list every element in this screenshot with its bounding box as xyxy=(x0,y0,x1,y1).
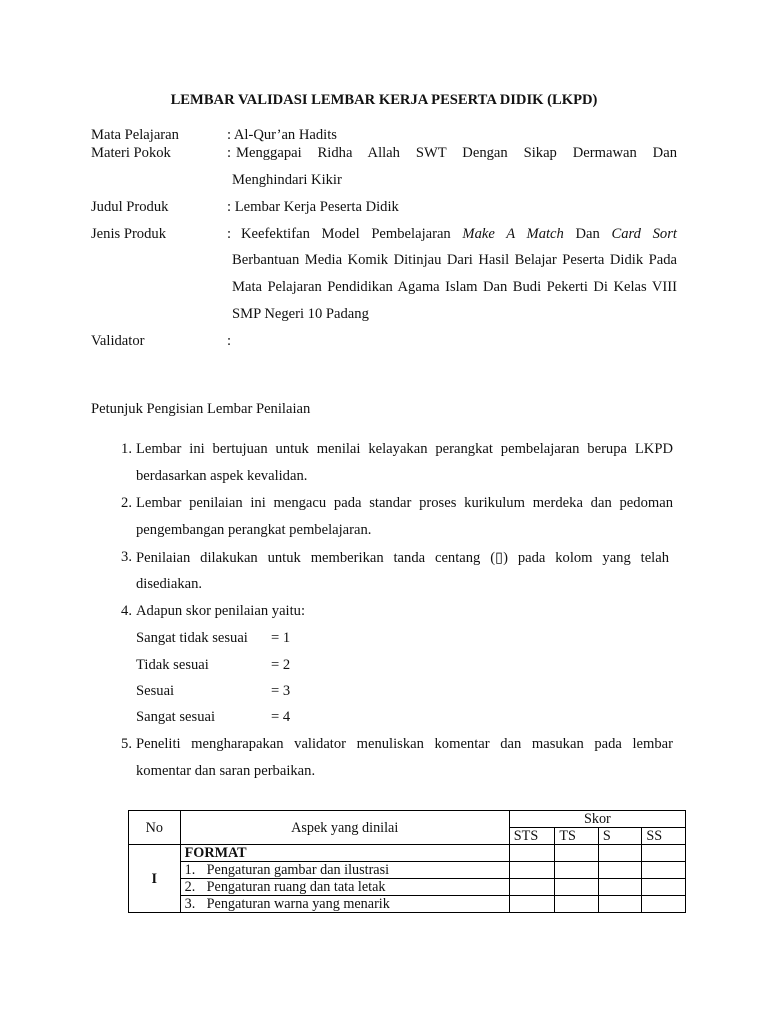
score-cell-sts[interactable] xyxy=(509,862,555,879)
table-row xyxy=(129,879,686,896)
aspect-text: Pengaturan ruang dan tata letak xyxy=(206,879,386,895)
list-item-line: Lembar ini bertujuan untuk menilai kelayakan perangkat pembelajaran berupa LKPD xyxy=(136,441,673,457)
table-header-row xyxy=(129,811,686,828)
mata-pelajaran-value: : Al-Qur’an Hadits xyxy=(227,127,337,143)
validator-label: Validator xyxy=(91,333,145,349)
score-label: Sangat tidak sesuai xyxy=(136,630,248,646)
list-item-number: 1. xyxy=(121,441,132,457)
jenis-produk-colon: : xyxy=(227,226,232,242)
list-item-line: Peneliti mengharapakan validator menuliskan komentar dan masukan pada lembar xyxy=(136,736,673,752)
list-item-number: 3. xyxy=(121,549,132,565)
jenis-produk-line-2: Berbantuan Media Komik Ditinjau Dari Hasil Belajar Peserta Didik Pada xyxy=(232,252,677,268)
judul-produk-label: Judul Produk xyxy=(91,199,169,215)
score-value: = 2 xyxy=(271,657,291,673)
list-item-line: Lembar penilaian ini mengacu pada standar proses kurikulum merdeka dan pedoman xyxy=(136,495,673,511)
score-cell-ss[interactable] xyxy=(642,896,686,913)
list-item-line: Penilaian dilakukan untuk memberikan tanda centang (▯) pada kolom yang telah xyxy=(136,550,669,566)
jenis-produk-label: Jenis Produk xyxy=(91,226,166,242)
header-aspek: Aspek yang dinilai xyxy=(180,811,509,845)
table-row xyxy=(129,845,686,862)
score-cell-ts[interactable] xyxy=(555,879,599,896)
jenis-produk-text-c: Dan xyxy=(575,226,600,242)
aspect-text: Pengaturan warna yang menarik xyxy=(206,896,390,912)
score-cell-sts[interactable] xyxy=(509,845,555,862)
list-item-line: berdasarkan aspek kevalidan. xyxy=(136,468,308,484)
aspect-number: 1. xyxy=(184,862,196,878)
list-item-line: Adapun skor penilaian yaitu: xyxy=(136,603,306,619)
aspect-cell xyxy=(180,879,509,896)
jenis-produk-text-d: Card Sort xyxy=(611,226,677,242)
list-item-line: pengembangan perangkat pembelajaran. xyxy=(136,522,372,538)
instructions-title: Petunjuk Pengisian Lembar Penilaian xyxy=(91,401,311,417)
score-value: = 4 xyxy=(271,709,291,725)
list-item-number: 2. xyxy=(121,495,132,511)
aspect-number: 2. xyxy=(184,879,196,895)
score-cell-ss[interactable] xyxy=(642,862,686,879)
header-ts: TS xyxy=(555,828,599,845)
materi-pokok-label: Materi Pokok xyxy=(91,145,171,161)
score-value: = 1 xyxy=(271,630,291,646)
materi-pokok-colon: : xyxy=(227,145,232,161)
jenis-produk-line-3: Mata Pelajaran Pendidikan Agama Islam Dan Budi Pekerti Di Kelas VIII xyxy=(232,279,677,295)
materi-pokok-line-2: Menghindari Kikir xyxy=(232,172,342,188)
score-cell-ts[interactable] xyxy=(555,896,599,913)
jenis-produk-line-4: SMP Negeri 10 Padang xyxy=(232,306,369,322)
score-cell-ts[interactable] xyxy=(555,862,599,879)
score-cell-ss[interactable] xyxy=(642,845,686,862)
score-label: Sesuai xyxy=(136,683,175,699)
table-row xyxy=(129,862,686,879)
list-item-line: disediakan. xyxy=(136,576,203,592)
jenis-produk-text-a: Keefektifan Model Pembelajaran xyxy=(241,226,451,242)
jenis-produk-line-1 xyxy=(241,226,677,243)
header-no: No xyxy=(129,811,181,845)
judul-produk-value: : Lembar Kerja Peserta Didik xyxy=(227,199,399,215)
section-title: FORMAT xyxy=(180,845,509,862)
table-row xyxy=(129,896,686,913)
score-label: Sangat sesuai xyxy=(136,709,216,725)
header-sts: STS xyxy=(509,828,555,845)
validation-table xyxy=(128,810,686,913)
score-cell-ss[interactable] xyxy=(642,879,686,896)
header-ss: SS xyxy=(642,828,686,845)
list-item-number: 4. xyxy=(121,603,132,619)
score-cell-ts[interactable] xyxy=(555,845,599,862)
score-cell-s[interactable] xyxy=(598,862,642,879)
score-cell-sts[interactable] xyxy=(509,896,555,913)
document-title: LEMBAR VALIDASI LEMBAR KERJA PESERTA DIDIK (LKPD) xyxy=(170,92,598,108)
aspect-cell xyxy=(180,896,509,913)
header-skor: Skor xyxy=(509,811,685,828)
score-cell-s[interactable] xyxy=(598,845,642,862)
aspect-cell xyxy=(180,862,509,879)
section-number: I xyxy=(129,845,181,913)
score-value: = 3 xyxy=(271,683,291,699)
aspect-text: Pengaturan gambar dan ilustrasi xyxy=(206,862,390,878)
score-cell-s[interactable] xyxy=(598,879,642,896)
score-cell-sts[interactable] xyxy=(509,879,555,896)
list-item-line: komentar dan saran perbaikan. xyxy=(136,763,316,779)
score-label: Tidak sesuai xyxy=(136,657,209,673)
header-s: S xyxy=(598,828,642,845)
list-item-number: 5. xyxy=(121,736,132,752)
validator-value: : xyxy=(227,333,232,349)
materi-pokok-line-1: Menggapai Ridha Allah SWT Dengan Sikap Dermawan Dan xyxy=(236,145,677,161)
jenis-produk-text-b: Make A Match xyxy=(462,226,564,242)
score-cell-s[interactable] xyxy=(598,896,642,913)
aspect-number: 3. xyxy=(184,896,196,912)
mata-pelajaran-label: Mata Pelajaran xyxy=(91,127,179,143)
